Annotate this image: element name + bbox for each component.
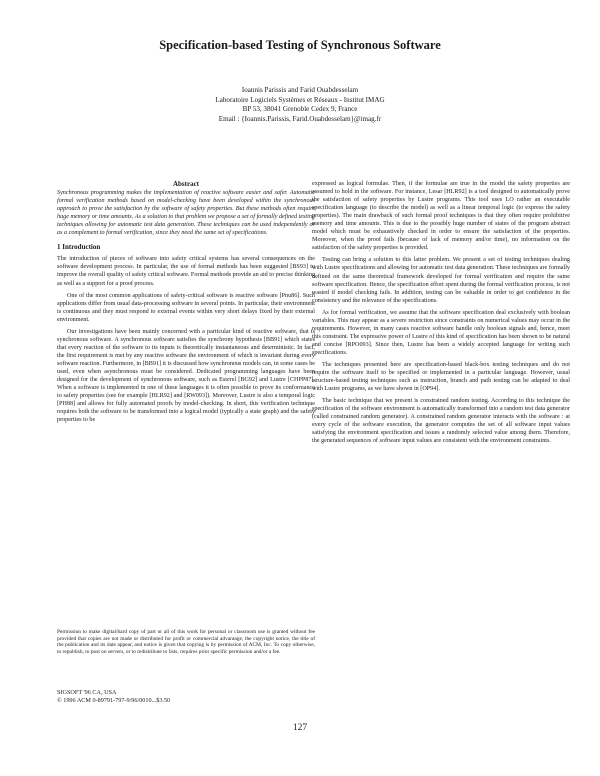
copyright-notice: Permission to make digital/hard copy of part or all of this work for personal or classroom use is granted without fee provided that copies are not made or distributed for profit or commercial advantage, the copyright notice, the title of the publication and its date appear, and notice is given that copying is by permission of ACM, Inc. To copy otherwise, to republish, to post on servers, or to redistribute to lists, requires prior specific permission and/or a fee. xyxy=(57,629,315,656)
abstract-text: Synchronous programming makes the implementation of reactive software easier and safer. Automatic formal verification methods based on model-checking have been developed within the synchronous approach to prove the satisfaction by the software of safety properties. But these methods often require huge memory or time amounts. As a solution to that problem we propose a set of formally defined testing techniques allowing for automatic test data generation. These techniques can be used independently or as a complement to formal verification, since they need the same set of specifications. xyxy=(57,190,315,237)
conference-name: SIGSOFT '96 CA, USA xyxy=(57,689,117,696)
author-block xyxy=(0,86,600,124)
conference-isbn: © 1996 ACM 0-89791-797-9/96/0010...$3.50 xyxy=(57,696,171,704)
right-paragraph-3: As for formal verification, we assume that the software specification deal exclusively with boolean variables. This may appear as a severe restriction since constraints on numerical values may occur in the requirements. However, in many cases reactive software handle only boolean signals and, hence, meet this constraint. The expressive power of Lustre of this kind of specification has been shown to be natural and concise [RPO093]. Since then, Lustre has been a widely accepted language for writing such specifications. xyxy=(312,309,570,356)
right-paragraph-5: The basic technique that we present is constrained random testing. According to this technique the specification of the software environment is automatically transformed into a random test data generator (called constrained random generator). A constrained random generator interacts with the software : at every cycle of the software execution, the generator computes the set of all software input values satisfying the environment specification and issues a randomly selected value among them. Therefore, the generated sequences of software input values are consistent with the environment constraints. xyxy=(312,398,570,445)
author-email: Email : {Ioannis.Parissis, Farid.Ouabdesselam}@imag.fr xyxy=(218,114,382,123)
right-column xyxy=(312,180,570,449)
intro-paragraph-2: One of the most common applications of safety-critical software is reactive software [Pnu86]. Such applications differ from usual data-processing software in several points. In particular, their environment is continuous and they must respond to external events within very short delays fixed by their external environment. xyxy=(57,292,315,323)
right-paragraph-1: expressed as logical formulae. Then, if the formulae are true in the model the safety properties are assumed to hold in the software. For instance, Lesar [HLR92] is a tool designed to automatically prove the satisfaction of safety properties by Lustre programs. This tool uses LO rather an executable specification language (to describe the model) as well as a linear temporal logic (to express the safety properties). The main drawback of such formal proof techniques is that they often require prohibitive memory and time amounts. This is due to the possibly huge number of states of the program abstract model which must be exhaustively checked in order to ensure the satisfaction of the properties. Moreover, when the proof fails (because of lack of memory and/or time), no information on the satisfaction of the safety properties is provided. xyxy=(312,181,570,252)
abstract-heading: Abstract xyxy=(172,180,200,188)
right-paragraph-4: The techniques presented here are specification-based black-box testing techniques and do not require the software itself to be specified or implemented in a particular language. However, usual structure-based testing techniques such as instruction, branch and path testing can be adapted to deal with Lustre programs, as we have shown in [OP94]. xyxy=(312,361,570,393)
right-paragraph-2: Testing can bring a solution to this latter problem. We present a set of testing techniques dealing with Lustre specifications and allowing for automatic test data generation. These techniques are formally defined on the same theoretical framework developed for formal verification and require the same software specification. Hence, the specification effort spent during the formal verification process, is not wasted if model checking fails. In addition, testing can be valuable in order to get confidence in the consistency and the relevance of the specifications. xyxy=(312,257,570,304)
author-affiliation: Laboratoire Logiciels Systèmes et Réseaux - Institut IMAG xyxy=(215,95,385,104)
section-heading-introduction: 1 Introduction xyxy=(57,243,101,252)
author-address: BP 53, 38041 Grenoble Cedex 9, France xyxy=(242,105,358,114)
page-number: 127 xyxy=(292,723,308,733)
intro-paragraph-3: Our investigations have been mainly concerned with a particular kind of reactive software, that is synchronous software. A synchronous software satisfies the synchrony hypothesis [BB91] which states that every reaction of the software to its inputs is theoretically instantaneous and deterministic. In fact, the first requirement is met by any reactive software the environment of which is invariant during every software reaction. Furthermore, in [BB91] it is discussed how synchronous models can, in some cases be used, even when asynchronous must be considered. Dedicated programming languages have been designed for the development of synchronous software, such as Esterel [BG92] and Lustre [CHPP87]. When a software is implemented in one of these languages it is often possible to prove its conformance to safety properties (see for example [HLR92] and [RW093]). Moreover, Lustre is also a temporal logic [PH88] and allows for fully automated proofs by model-checking. In short, this verification technique requires both the software to be transformed into a logical model (typically a state graph) and the safety properties to be xyxy=(57,328,315,424)
left-column xyxy=(57,180,315,428)
paper-title: Specification-based Testing of Synchronous Software xyxy=(159,38,441,52)
conference-info xyxy=(57,689,315,705)
author-names: Ioannis Parissis and Farid Ouabdesselam xyxy=(241,86,359,94)
intro-paragraph-1: The introduction of pieces of software into safety critical systems has several consequences on the software development process. In particular, the use of formal methods has been suggested [BS93] to improve the overall quality of safety critical software. Formal methods provide an aid to precise thinking as well as a support for a proof process. xyxy=(57,256,315,287)
